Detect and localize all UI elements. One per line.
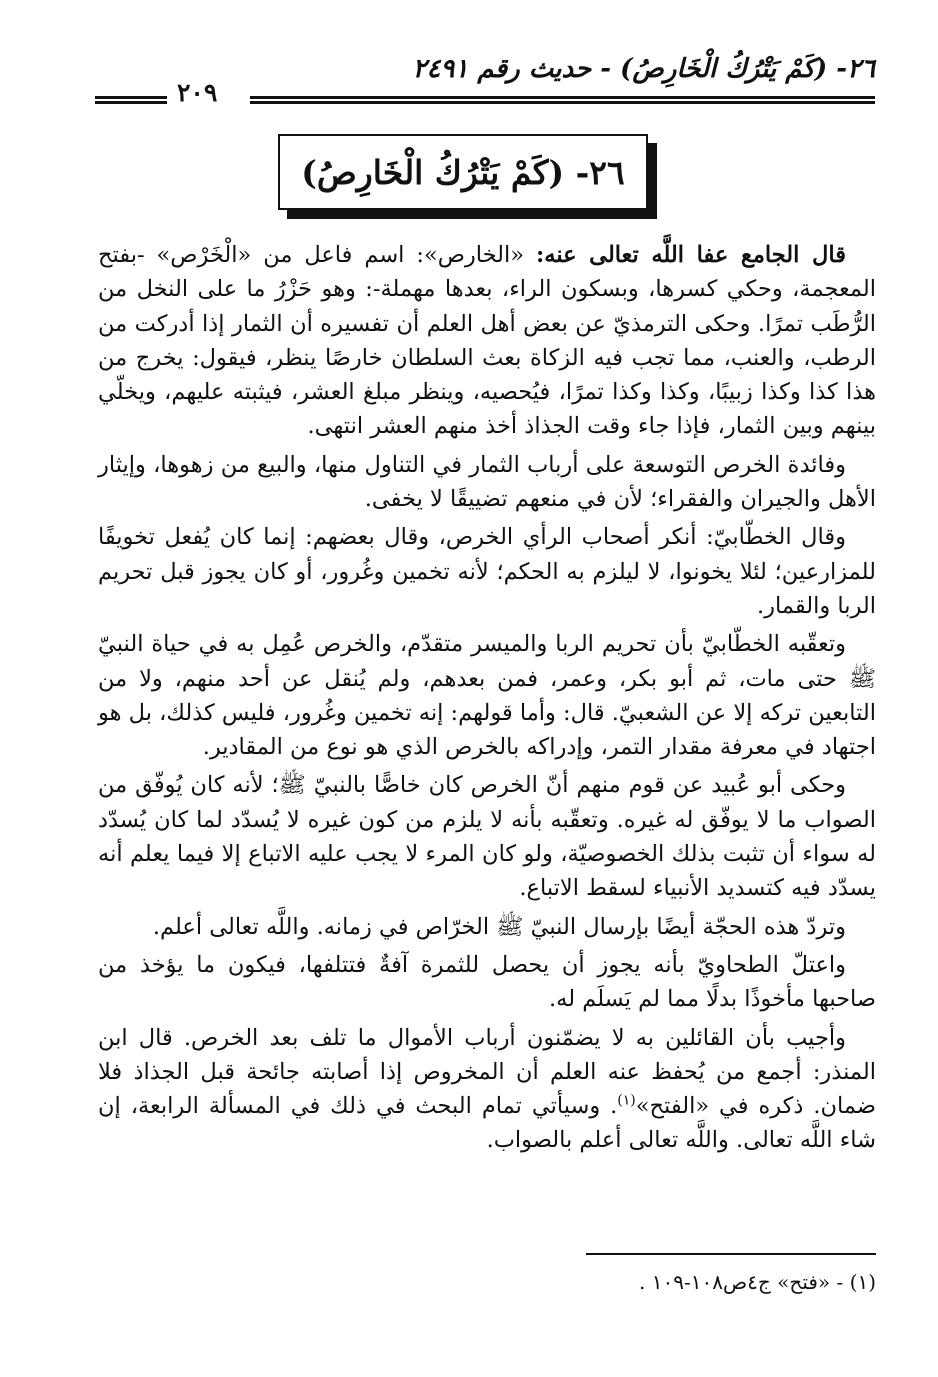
footnote-reference: (١) bbox=[617, 1092, 636, 1109]
paragraph-8-text-b: . وسيأتي تمام البحث في ذلك في المسألة الرابعة، إن شاء اللَّه تعالى. واللَّه تعالى أعلم بالصواب. bbox=[98, 1093, 876, 1154]
paragraph-4: وتعقّبه الخطّابيّ بأن تحريم الربا والميسر متقدّم، والخرص عُمِل به في حياة النبيّ ﷺ حتى مات، ثم أبو بكر، وعمر، فمن بعدهم، ولم يُنقل عن أحد منهم، ولا من التابعين تركه إلا عن الشعبيّ. قال: وأما قولهم: إنه تخمين وغُرور، فليس كذلك، بل هو اجتهاد في معرفة مقدار التمر، وإدراكه بالخرص الذي هو نوع من المقادير. bbox=[98, 631, 876, 761]
paragraph-3: وقال الخطّابيّ: أنكر أصحاب الرأي الخرص، وقال بعضهم: إنما كان يُفعل تخويفًا للمزارعين؛ لئلا يخونوا، لا ليلزم به الحكم؛ لأنه تخمين وغُرور، أو كان يجوز قبل تحريم الربا والقمار. bbox=[98, 524, 876, 619]
paragraph-lead: قال الجامع عفا اللَّه تعالى عنه: bbox=[535, 242, 846, 268]
page-header bbox=[95, 48, 875, 108]
header-rule-long bbox=[250, 96, 875, 104]
body-text bbox=[98, 238, 876, 1158]
header-rule-short bbox=[95, 96, 167, 104]
paragraph-1 bbox=[98, 238, 876, 444]
running-title: ٢٦- (كَمْ يَتْرُكُ الْخَارِصُ) - حديث رقم ٢٤٩١ bbox=[412, 54, 875, 84]
chapter-title: ٢٦- (كَمْ يَتْرُكُ الْخَارِصُ) bbox=[301, 152, 625, 192]
chapter-title-box bbox=[278, 134, 648, 210]
paragraph-5: وحكى أبو عُبيد عن قوم منهم أنّ الخرص كان خاصًّا بالنبيّ ﷺ؛ لأنه كان يُوفّق من الصواب ما لا يوفّق له غيره. وتعقّبه بأنه لا يلزم من كون غيره لا يُسدّد لما كان يُسدّد له سواء أن تثبت بذلك الخصوصيّة، ولو كان المرء لا يجب عليه الاتباع إلا فيما يعلم أنه يسدّد فيه كتسديد الأنبياء لسقط الاتباع. bbox=[98, 772, 876, 902]
footnote-separator bbox=[586, 1253, 876, 1255]
paragraph-2: وفائدة الخرص التوسعة على أرباب الثمار في التناول منها، والبيع من زهوها، وإيثار الأهل والجيران والفقراء؛ لأن في منعهم تضييقًا لا يخفى. bbox=[98, 451, 876, 513]
footnote: (١) - «فتح» ج٤ص١٠٨-١٠٩ . bbox=[639, 1270, 876, 1294]
paragraph-8 bbox=[98, 1021, 876, 1158]
paragraph-6: وتردّ هذه الحجّة أيضًا بإرسال النبيّ ﷺ الخرّاص في زمانه. واللَّه تعالى أعلم. bbox=[152, 913, 846, 940]
paragraph-1-text: «الخارص»: اسم فاعل من «الْخَرْص» -بفتح المعجمة، وحكي كسرها، وبسكون الراء، بعدها مهملة-: وهو حَزْرُ ما على النخل من الرُّطَب تمرًا. وحكى الترمذيّ عن بعض أهل العلم أن تفسيره أن الثمار إذا أدركت من الرطب، والعنب، مما تجب فيه الزكاة بعث السلطان خارصًا ينظر، فيقول: يخرج من هذا كذا وكذا زبيبًا، وكذا وكذا تمرًا، فيُحصيه، وينظر مبلغ العشر، فيثبته عليهم، ويخلّي بينهم وبين الثمار، فإذا جاء وقت الجذاذ أخذ منهم العشر انتهى. bbox=[98, 242, 876, 440]
page-number: ٢٠٩ bbox=[177, 78, 218, 107]
paragraph-7: واعتلّ الطحاويّ بأنه يجوز أن يحصل للثمرة آفةٌ فتتلفها، فيكون ما يؤخذ من صاحبها مأخوذًا بدلًا مما لم يَسلَم له. bbox=[98, 951, 876, 1013]
paragraph-8-text-a: وأجيب بأن القائلين به لا يضمّنون أرباب الأموال ما تلف بعد الخرص. قال ابن المنذر: أجمع من يُحفظ عنه العلم أن المخروص إذا أصابته جائحة قبل الجذاذ فلا ضمان. ذكره في «الفتح» bbox=[98, 1024, 876, 1120]
